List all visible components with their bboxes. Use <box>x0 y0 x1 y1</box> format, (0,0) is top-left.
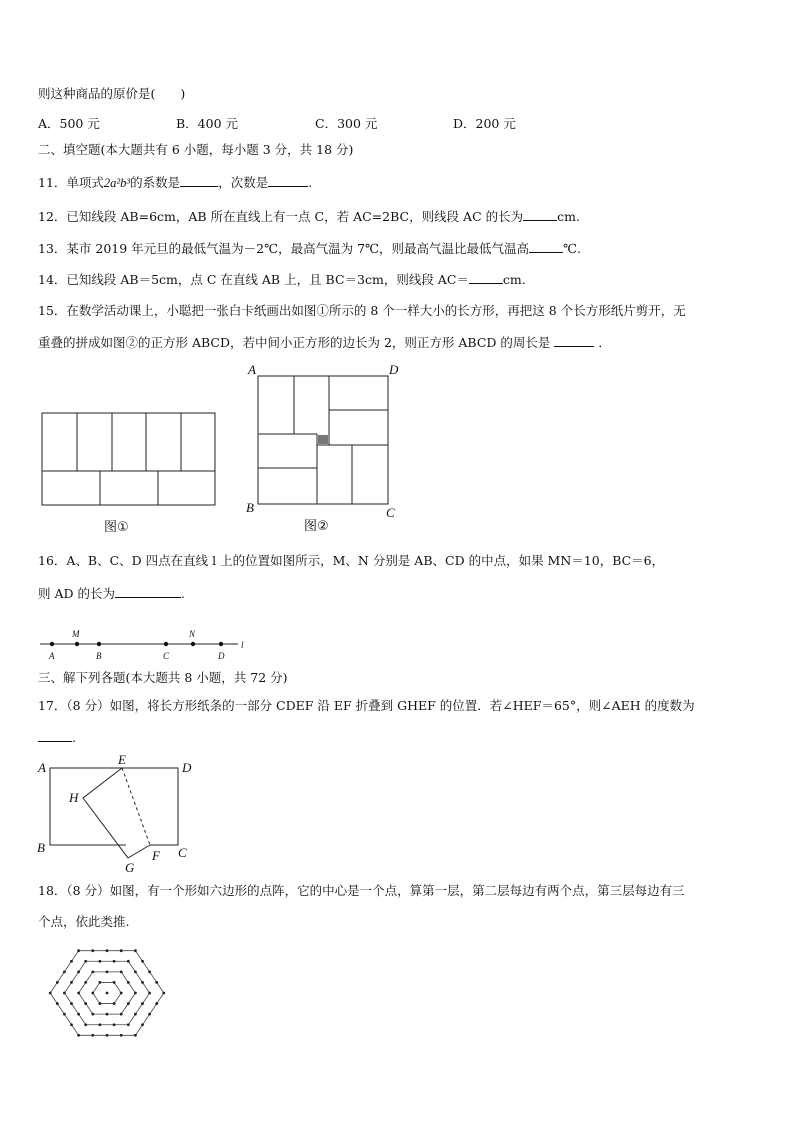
q12-text: 12．已知线段 AB=6cm，AB 所在直线上有一点 C，若 AC=2BC，则线段 AC 的长为 <box>38 209 524 224</box>
section-2-heading: 二、填空题(本大题共有 6 小题，每小题 3 分，共 18 分) <box>38 142 354 157</box>
hex-dot <box>91 1013 94 1016</box>
hex-dot <box>120 1034 123 1037</box>
label-d: D <box>182 760 192 775</box>
label-a: A <box>49 651 55 661</box>
q18-line-2: 个点，依此类推. <box>38 914 130 929</box>
hex-dot <box>91 970 94 973</box>
q11-middle-2: ，次数是 <box>218 175 269 190</box>
label-d: D <box>218 651 225 661</box>
hex-dot <box>134 992 137 995</box>
hex-dot <box>77 949 80 952</box>
q11-expression: 2a²b³ <box>103 176 131 190</box>
hex-dot <box>113 960 116 963</box>
hex-dot <box>127 1002 130 1005</box>
hex-dot <box>77 970 80 973</box>
q11-prefix: 单项式 <box>66 175 104 190</box>
hex-dot <box>49 992 52 995</box>
hex-dot <box>56 981 59 984</box>
hex-dot <box>70 960 73 963</box>
q17-line-1: 17．（8 分）如图，将长方形纸条的一部分 CDEF 沿 EF 折叠到 GHEF 的位置．若∠HEF＝65°，则∠AEH 的度数为 <box>38 698 695 713</box>
label-h: H <box>69 790 79 805</box>
label-b: B <box>96 651 102 661</box>
q14-text: 14．已知线段 AB＝5cm，点 C 在直线 AB 上，且 BC＝3cm，则线段 AC＝ <box>38 272 469 287</box>
hex-dot <box>127 960 130 963</box>
hex-dot <box>84 1002 87 1005</box>
hex-dot <box>148 1013 151 1016</box>
q11-middle: 的系数是 <box>130 175 181 190</box>
q10-tail: 则这种商品的原价是( ) <box>38 86 186 101</box>
hex-dot <box>120 1013 123 1016</box>
label-l: l <box>241 640 244 650</box>
q17-end: . <box>72 730 76 745</box>
figure-1-caption: 图① <box>104 520 129 535</box>
hex-dot <box>84 981 87 984</box>
hex-dot <box>134 949 137 952</box>
hex-dot <box>120 992 123 995</box>
hex-dot <box>106 970 109 973</box>
hex-dot <box>120 949 123 952</box>
hex-dot <box>91 949 94 952</box>
hex-center-dot <box>106 992 109 995</box>
label-b: B <box>37 840 45 855</box>
q10-option-c[interactable]: C．300 元 <box>315 116 378 131</box>
q18-line-1: 18．（8 分）如图，有一个形如六边形的点阵，它的中心是一个点，算第一层，第二层每边有两个点，第三层每边有三 <box>38 883 685 898</box>
label-a: A <box>38 760 46 775</box>
hex-dot <box>113 981 116 984</box>
label-e: E <box>118 752 126 767</box>
figure-2-label-c: C <box>386 505 395 520</box>
section-3-heading: 三、解下列各题(本大题共 8 小题，共 72 分) <box>38 670 288 685</box>
figure-2-caption: 图② <box>304 519 329 534</box>
q15-text: 重叠的拼成如图②的正方形 ABCD，若中间小正方形的边长为 2，则正方形 ABCD 的周长是 <box>38 335 551 350</box>
hex-dot <box>106 949 109 952</box>
q11-number: 11． <box>38 175 67 190</box>
q16-text: 则 AD 的长为 <box>38 586 115 601</box>
q12-end: cm. <box>557 209 580 224</box>
hex-dot <box>134 1013 137 1016</box>
hex-dot <box>134 1034 137 1037</box>
q15-end: ． <box>598 335 611 350</box>
q10-option-d[interactable]: D．200 元 <box>453 116 516 131</box>
hex-dot <box>70 981 73 984</box>
figure-2-label-a: A <box>248 362 256 377</box>
label-c: C <box>178 845 187 860</box>
label-f: F <box>152 848 160 863</box>
figure-2-label-d: D <box>389 362 399 377</box>
hex-dot <box>63 992 66 995</box>
hex-dot <box>99 1002 102 1005</box>
hex-dot <box>113 1002 116 1005</box>
hex-dot <box>106 1034 109 1037</box>
hex-dot <box>106 1013 109 1016</box>
hex-dot <box>141 1002 144 1005</box>
label-g: G <box>125 860 135 875</box>
hex-dot <box>141 981 144 984</box>
hex-dot <box>141 1023 144 1026</box>
label-m: M <box>72 629 80 639</box>
hexagon-dots <box>49 949 165 1036</box>
hex-dot <box>84 1023 87 1026</box>
q10-option-a[interactable]: A．500 元 <box>38 116 100 131</box>
hex-dot <box>120 970 123 973</box>
q16-end: . <box>181 586 185 601</box>
hex-dot <box>77 1013 80 1016</box>
hex-dot <box>99 1023 102 1026</box>
hex-dot <box>99 981 102 984</box>
label-n: N <box>189 629 196 639</box>
q13-text: 13．某市 2019 年元旦的最低气温为－2℃，最高气温为 7℃，则最高气温比最低气温高 <box>38 241 530 256</box>
q14-end: cm. <box>502 272 526 287</box>
label-c: C <box>163 651 170 661</box>
q13-end: ℃. <box>563 241 581 256</box>
hex-dot <box>127 1023 130 1026</box>
q15-line-1: 15．在数学活动课上，小聪把一张白卡纸画出如图①所示的 8 个一样大小的长方形，再把这 8 个长方形纸片剪开，无 <box>38 303 686 318</box>
hex-dot <box>155 981 158 984</box>
hex-dot <box>99 960 102 963</box>
figure-2-label-b: B <box>246 500 254 515</box>
hex-dot <box>141 960 144 963</box>
hex-dot <box>155 1002 158 1005</box>
hex-dot <box>70 1023 73 1026</box>
hex-dot <box>63 970 66 973</box>
hex-dot <box>70 1002 73 1005</box>
hex-dot <box>77 992 80 995</box>
q11-end: . <box>308 175 313 190</box>
hex-dot <box>148 970 151 973</box>
hex-dot <box>113 1023 116 1026</box>
hex-dot <box>91 1034 94 1037</box>
hex-dot <box>127 981 130 984</box>
hex-dot <box>84 960 87 963</box>
q16-line-1: 16．A、B、C、D 四点在直线 l 上的位置如图所示，M、N 分别是 AB、CD 的中点，如果 MN＝10，BC＝6， <box>38 553 665 568</box>
hex-dot <box>56 1002 59 1005</box>
hex-dot <box>91 992 94 995</box>
hex-dot <box>63 1013 66 1016</box>
hex-dot <box>148 992 151 995</box>
hex-dot <box>134 970 137 973</box>
hex-dot <box>77 1034 80 1037</box>
q10-option-b[interactable]: B．400 元 <box>176 116 239 131</box>
hex-dot <box>162 992 165 995</box>
